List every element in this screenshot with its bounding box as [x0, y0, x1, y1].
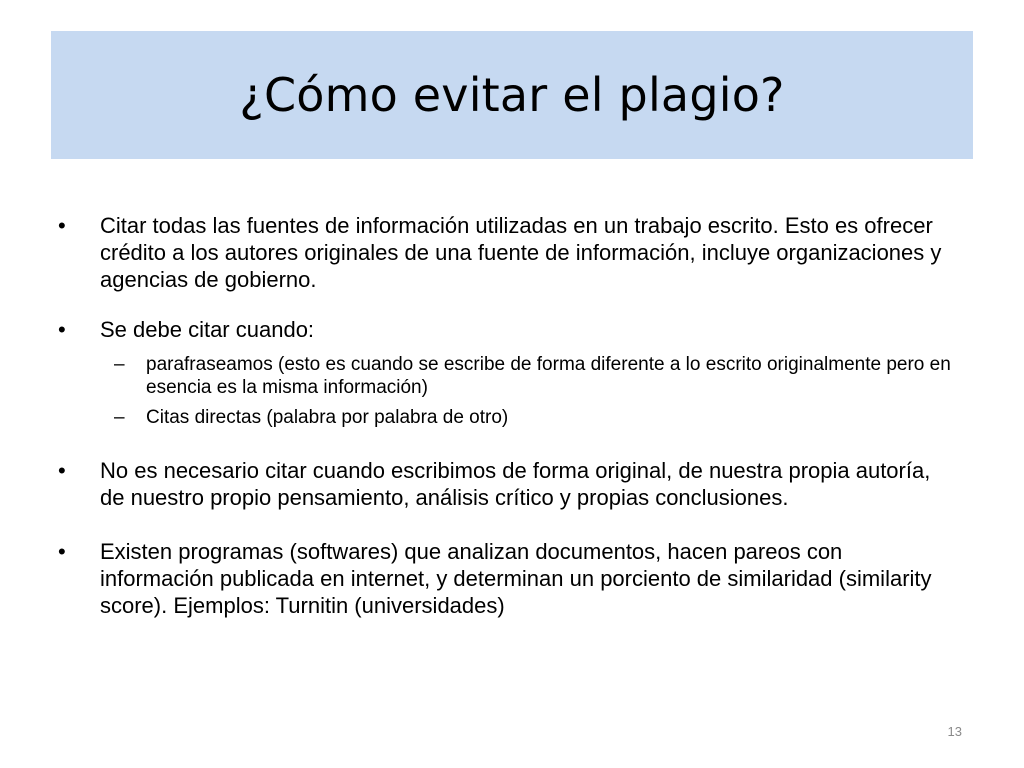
- bullet-text: Se debe citar cuando:: [100, 317, 315, 342]
- bullet-icon: •: [58, 539, 66, 564]
- bullet-icon: •: [58, 317, 66, 342]
- dash-icon: –: [114, 407, 125, 428]
- sub-list: [58, 353, 958, 429]
- bullet-icon: •: [58, 213, 66, 238]
- slide-content: [58, 212, 958, 619]
- slide-title: ¿Cómo evitar el plagio?: [239, 68, 785, 122]
- dash-icon: –: [114, 354, 125, 375]
- bullet-item: [58, 212, 958, 293]
- sub-list-item: [58, 406, 958, 429]
- sub-item-text: parafraseamos (esto es cuando se escribe de forma diferente a lo escrito originalmente pero en esencia es la misma información): [146, 354, 951, 398]
- bullet-text: Existen programas (softwares) que analizan documentos, hacen pareos con información publicada en internet, y determinan un porciento de similaridad (similarity score). Ejemplos: Turnitin (universidades): [100, 539, 932, 618]
- bullet-text: Citar todas las fuentes de información utilizadas en un trabajo escrito. Esto es ofrecer crédito a los autores originales de una fuente de información, incluye organizaciones y agencias de gobierno.: [100, 213, 942, 292]
- bullet-item: [58, 457, 958, 511]
- bullet-group: [58, 316, 958, 429]
- bullet-text: No es necesario citar cuando escribimos de forma original, de nuestra propia autoría, de nuestro propio pensamiento, análisis crítico y propias conclusiones.: [100, 458, 931, 510]
- bullet-item: [58, 538, 958, 619]
- sub-list-item: [58, 353, 958, 399]
- slide-number: 13: [947, 724, 962, 739]
- bullet-item: [58, 316, 958, 343]
- sub-item-text: Citas directas (palabra por palabra de otro): [146, 407, 509, 428]
- bullet-icon: •: [58, 458, 66, 483]
- title-band: [51, 31, 973, 159]
